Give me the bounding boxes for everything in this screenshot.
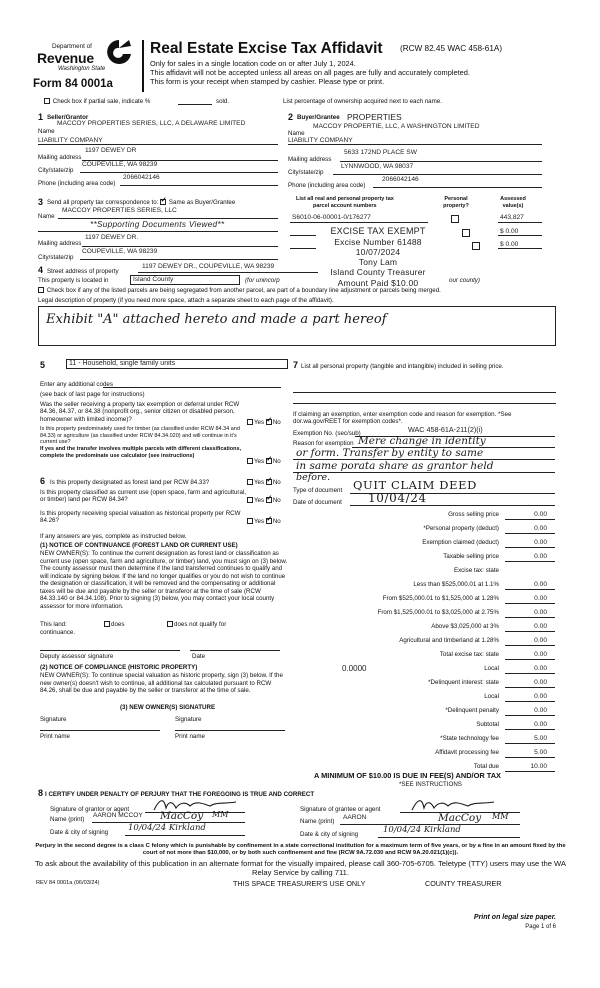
treasurer-use: THIS SPACE TREASURER'S USE ONLY <box>233 879 366 888</box>
q4-yes-checkbox[interactable] <box>247 497 253 503</box>
calc-value[interactable]: 0.00 <box>534 665 547 672</box>
revenue-logo-icon <box>105 38 133 68</box>
calc-value[interactable]: 0.00 <box>534 525 547 532</box>
taxpayer-mailing[interactable]: 1197 DEWEY DR. <box>85 234 139 241</box>
q4-no-checkbox[interactable] <box>266 497 272 503</box>
buyer-mailing[interactable]: 5633 172ND PLACE SW <box>344 149 417 156</box>
calc-label: Subtotal <box>476 721 499 728</box>
grantee-date-city[interactable]: 10/04/24 Kirkland <box>383 825 461 835</box>
q5-no-checkbox[interactable] <box>266 518 272 524</box>
seller-name-2[interactable]: LIABILITY COMPANY <box>38 137 103 144</box>
land-does-checkbox[interactable] <box>104 621 110 627</box>
segregated-checkbox[interactable] <box>38 287 44 293</box>
seller-mailing[interactable]: 1197 DEWEY DR <box>85 147 137 154</box>
q1-no-checkbox[interactable] <box>266 419 272 425</box>
page-number: Page 1 of 6 <box>525 924 556 930</box>
assessed-value-2[interactable]: $ 0.00 <box>500 228 519 235</box>
header-line-3: This form is your receipt when stamped by cashier. Please type or print. <box>150 77 385 86</box>
header-line-2: This affidavit will not be accepted unless all areas on all pages are fully and accurately completed. <box>150 68 470 77</box>
header-divider <box>142 40 144 92</box>
calc-value[interactable]: 0.00 <box>534 679 547 686</box>
perjury-notice: Perjury in the second degree is a class C felony which is punishable by confinement in a state correctional institution for a maximum term of five years, or by a fine in an amount fixed by the court of not more than $10,000, or by both such confinement and fine (RCW 9A.72.030 and RCW 9A.20.021(1)(c)). <box>35 843 566 857</box>
calc-label: Less than $525,000.01 at 1.1% <box>413 581 499 588</box>
buyer-phone[interactable]: 2066042146 <box>382 176 419 183</box>
calc-value[interactable]: 0.00 <box>534 721 547 728</box>
q3-yes-no: Yes ✓ No <box>247 479 281 486</box>
calc-value[interactable]: 0.00 <box>534 693 547 700</box>
local-rate[interactable]: 0.0000 <box>342 664 367 673</box>
buyer-city[interactable]: LYNNWOOD, WA 98037 <box>341 163 414 170</box>
calc-label: Excise tax: state <box>453 567 499 574</box>
q2-yes-checkbox[interactable] <box>247 458 253 464</box>
land-does-not-checkbox[interactable] <box>167 621 173 627</box>
property-county[interactable]: Island County <box>130 275 240 285</box>
calc-label: *State technology fee <box>440 735 499 742</box>
legal-paper-note: Print on legal size paper. <box>473 914 556 921</box>
taxpayer-heading: Send all property tax correspondence to: ✓ Same as Buyer/Grantee <box>47 199 235 206</box>
calc-label: *Personal property (deduct) <box>423 525 499 532</box>
seller-heading: Seller/Grantor <box>47 114 89 121</box>
form-title: Real Estate Excise Tax Affidavit <box>150 40 383 57</box>
taxpayer-name[interactable]: MACCOY PROPERTIES SERIES, LLC <box>62 207 177 214</box>
calc-label: From $1,525,000.01 to $3,025,000 at 2.75% <box>377 609 499 616</box>
minimum-note: A MINIMUM OF $10.00 IS DUE IN FEE(S) AND/OR TAX <box>314 771 501 780</box>
q5-yes-checkbox[interactable] <box>247 518 253 524</box>
supporting-docs: **Supporting Documents Viewed** <box>90 220 225 229</box>
buyer-name[interactable]: MACCOY PROPERTIE, LLC, A WASHINGTON LIMITED <box>313 123 480 130</box>
buyer-heading: Buyer/Grantee <box>297 114 340 121</box>
calc-label: Gross selling price <box>448 511 499 518</box>
dept-line: Department of <box>52 43 92 50</box>
calc-label: Taxable selling price <box>443 553 499 560</box>
tax-calculation-table <box>292 511 555 751</box>
q5-yes-no: Yes ✓ No <box>247 518 281 525</box>
calc-label: *Delinquent penalty <box>445 707 499 714</box>
calc-value[interactable]: 0.00 <box>534 511 547 518</box>
personal-property-checkbox-3[interactable] <box>472 242 480 250</box>
calc-label: Total due <box>473 763 499 770</box>
calc-value[interactable]: 5.00 <box>534 749 547 756</box>
calc-label: *Delinquent interest: state <box>428 679 499 686</box>
dept-name: Revenue <box>37 50 94 66</box>
calc-label: Local <box>484 665 499 672</box>
assessed-value-3[interactable]: $ 0.00 <box>500 241 519 248</box>
county-treasurer: COUNTY TREASURER <box>425 879 502 888</box>
reason-line-2[interactable]: or form. Transfer by entity to same <box>296 447 484 459</box>
grantee-name-typed[interactable]: AARON <box>343 814 367 821</box>
form-revision: REV 84 0001a (06/03/24) <box>36 880 100 886</box>
segregated-row: Check box if any of the listed parcels are being segregated from another parcel, are part of a boundary line adjustment or parcels being merged. <box>38 287 441 294</box>
calc-label: Exemption claimed (deduct) <box>422 539 499 546</box>
exempt-stamp: EXCISE TAX EXEMPT Excise Number 61488 10/07/2024 Tony Lam Island County Treasurer Amount Paid $10.00 <box>330 226 426 288</box>
q3-yes-checkbox[interactable] <box>247 479 253 485</box>
q4-yes-no: Yes ✓ No <box>247 497 281 504</box>
grantor-name-typed[interactable]: AARON MCCOY <box>93 812 143 819</box>
personal-property-checkbox-2[interactable] <box>462 229 470 237</box>
document-type[interactable]: QUIT CLAIM DEED <box>353 478 477 492</box>
affidavit-page: Department of Revenue Washington State Form 84 0001a Real Estate Excise Tax Affidavit (RCW 82.45 WAC 458-61A) Only for sales in a single location code on or after July 1, 2024. This affidavit will not be accepted unless all areas on all pages are fully and accurately completed. This form is your receipt when stamped by cashier. Please type or print. Check box if partial sale, indicate % sold. List percentage of ownership acquired next to each name. 1 Seller/Grantor Name MACCOY PROPERTIES SERIES, LLC, A DELAWARE LIMITED LIABILITY COMPANY Mailing address 1197 DEWEY DR City/state/zip COUPEVILLE, WA 98239 Phone (including area code) 2066042146 2 Buyer/Grantee PROPERTIES Name MACCOY PROPERTIE, LLC, A WASHINGTON LIMITED LIABILITY COMPANY Mailing address 5633 172ND PLACE SW City/state/zip LYNNWOOD, WA 98037 Phone (including area code) 2066042146 3 Send all property tax correspondence to: ✓ Same as Buyer/Grantee Name MACCOY PROPERTIES SERIES, LLC **Supporting Documents Viewed** Mailing address 1197 DEWEY DR. City/state/zip COUPEVILLE, WA 98239 List all real and personal property tax parcel account numbers Personal property? Assessed value(s) S6010-06-00001-0/176277 443,827 $ 0.00 $ 0.00 EXCISE TAX EXEMPT Excise Number 61488 10/07/2024 Tony Lam Island County Treasurer Amount Paid $10.00 4 Street address of property 1197 DEWEY DR., COUPEVILLE, WA 98239 This property is located in Island County (for unincorp our county) Check box if any of the listed parcels are being segregated from another parcel, are part of a boundary line adjustment or parcels being merged. Legal description of property (if you need more space, attach a separate sheet to each page of the affidavit). Exhibit "A" attached hereto and made a part hereof 5 11 - Household, single family units Enter any additional codes (see back of last page for instructions) Was the seller receiving a property tax exemption or deferral under RCW 84.36, 84.37, or 84.38 (nonprofit org., senior citizen or disabled person, homeowner with limited income)? Yes ✓ No Is this property predominately used for timber (as classified under RCW 84.34 and 84.33) or agriculture (as classified under RCW 84.34.020) and will continue in it's current use? If yes and the transfer involves multiple parcels with different classifications, complete the predominate use calculator (see instructions) Yes ✓ No 6 Is this property designated as forest land per RCW 84.33? Yes ✓ No Is this property classified as current use (open space, farm and agricultural, or timber) land per RCW 84.34? Yes ✓ No Is this property receiving special valuation as historical property per RCW 84.26? Yes ✓ No If any answers are yes, complete as instructed below. (1) NOTICE OF CONTINUANCE (FOREST LAND OR CURRENT USE) NEW OWNER(S): To continue the current designation as forest land or classification as current use (open space, farm and agriculture, or timber) land, you must sign on (3) below. The county assessor must then determine if the land transferred continues to qualify and will indicate by signing below. If the land no longer qualifies or you do not wish to continue the designation or classification, it will be removed and the compensating or additional taxes will be due and payable by the seller or transferor at the time of sale (RCW 84.33.140 or 84.34.108). Prior to signing (3) below, you may contact your local county assessor for more information. This land: does does not qualify for continuance. Deputy assessor signature Date (2) NOTICE OF COMPLIANCE (HISTORIC PROPERTY) NEW OWNER(S): To continue special valuation as historic property, sign (3) below. If the new owner(s) doesn't wish to continue, all additional tax calculated pursuant to RCW 84.26, shall be due and payable by the seller or transferor at the time of sale. (3) NEW OWNER(S) SIGNATURE Signature Signature Print name Print name 7 List all personal property (tangible and intangible) included in selling price. If claiming an exemption, enter exemption code and reason for exemption. *See dor.wa.gov/REET for exemption codes*. WAC 458-61A-211(2)(i) Exemption No. (sec/sub) Reason for exemption Mere change in identity or form. Transfer by entity to same in same porata share as grantor held before. Type of document QUIT CLAIM DEED Date of document 10/04/24 Gross selling price 0.00 *Personal property (deduct) 0.00 Exemption claimed (deduct) 0.00 Taxable selling price 0.00 Excise tax: state Less than $525,000.01 at 1.1% 0.00 From $525,000.01 to $1,525,000 at 1.28% 0.00 From $1,525,000.01 to $3,025,000 at 2.75% 0.00 Above $3,025,000 at 3% 0.00 Agricultural and timberland at 1.28% 0.00 Total excise tax: state 0.00 0.0000 Local 0.00 *Delinquent interest: state 0.00 Local 0.00 *Delinquent penalty 0.00 Subtotal 0.00 *State technology fee 5.00 Affidavit processing fee 5.00 Total due 10.00 A MINIMUM OF $10.00 IS DUE IN FEE(S) AND/OR TAX *SEE INSTRUCTIONS 8 I CERTIFY UNDER PENALTY OF PERJURY THAT THE FOREGOING IS TRUE AND CORRECT Signature of grantor or agent Name (print) AARON MCCOY MacCoy MM Date & city of signing 10/04/24 Kirkland Signature of grantee or agent Name (print) AARON MacCoy MM Date & city of signing 10/04/24 Kirkland Perjury in the second degree is a class C felony which is punishable by confinement in a state correctional institution for a maximum term of five years, or by a fine in an amount fixed by the court of not more than $10,000, or by both such confinement and fine (RCW 9A.72.030 and RCW 9A.20.021(1)(c)). To ask about the availability of this publication in an alternate format for the visually impaired, please call 360-705-6705. Teletype (TTY) users may use the WA Relay Service by calling 711. REV 84 0001a (06/03/24) THIS SPACE TREASURER'S USE ONLY COUNTY TREASURER Print on legal size paper. Page 1 of 6 <box>0 0 600 988</box>
land-use-code[interactable]: 11 - Household, single family units <box>66 359 288 369</box>
ownership-note: List percentage of ownership acquired next to each name. <box>283 98 442 105</box>
taxpayer-city[interactable]: COUPEVILLE, WA 98239 <box>82 248 158 255</box>
calc-value[interactable]: 0.00 <box>534 609 547 616</box>
calc-label: Local <box>484 693 499 700</box>
calc-value[interactable]: 0.00 <box>534 553 547 560</box>
wac-value[interactable]: WAC 458-61A-211(2)(i) <box>408 425 483 434</box>
form-number: Form 84 0001a <box>33 78 113 90</box>
grantor-name-hand-2[interactable]: MM <box>212 810 229 819</box>
calc-label: Affidavit processing fee <box>435 749 499 756</box>
same-as-buyer-checkbox[interactable] <box>160 199 166 205</box>
accessibility-notice: To ask about the availability of this publication in an alternate format for the visually impaired, please call 360-705-6705. Teletype (TTY) users may use the WA Relay Service by calling 711. <box>35 859 566 877</box>
partial-sale-checkbox[interactable] <box>44 98 50 104</box>
seller-city[interactable]: COUPEVILLE, WA 98239 <box>82 161 158 168</box>
dept-state: Washington State <box>58 66 106 72</box>
certify-heading: I CERTIFY UNDER PENALTY OF PERJURY THAT THE FOREGOING IS TRUE AND CORRECT <box>45 791 315 798</box>
property-street[interactable]: 1197 DEWEY DR., COUPEVILLE, WA 98239 <box>142 263 275 270</box>
reason-line-4[interactable]: before. <box>296 472 331 483</box>
q1-yes-checkbox[interactable] <box>247 419 253 425</box>
calc-label: From $525,000.01 to $1,525,000 at 1.28% <box>382 595 499 602</box>
q3-no-checkbox[interactable] <box>266 479 272 485</box>
grantee-name-hand[interactable]: MacCoy <box>438 812 482 824</box>
reason-line-1[interactable]: Mere change in identity <box>358 435 486 447</box>
calc-label: Agricultural and timberland at 1.28% <box>399 637 499 644</box>
personal-property-checkbox-1[interactable] <box>451 215 459 223</box>
seller-phone[interactable]: 2066042146 <box>123 174 160 181</box>
parcel-number-1[interactable]: S6010-06-00001-0/176277 <box>292 214 371 221</box>
q1-yes-no: Yes ✓ No <box>247 419 281 426</box>
document-date[interactable]: 10/04/24 <box>368 491 427 505</box>
calc-value[interactable]: 0.00 <box>534 595 547 602</box>
calc-value[interactable]: 5.00 <box>534 735 547 742</box>
grantor-date-city[interactable]: 10/04/24 Kirkland <box>128 823 206 833</box>
buyer-heading-typed: PROPERTIES <box>347 112 402 122</box>
calc-value[interactable]: 0.00 <box>534 539 547 546</box>
calc-label: Total excise tax: state <box>439 651 499 658</box>
reason-line-3[interactable]: in same porata share as grantor held <box>296 460 494 472</box>
total-due-value[interactable]: 10.00 <box>530 763 547 770</box>
header-line-1: Only for sales in a single location code on or after July 1, 2024. <box>150 59 356 68</box>
grantee-name-hand-2[interactable]: MM <box>492 812 509 821</box>
calc-value[interactable]: 0.00 <box>534 707 547 714</box>
calc-value[interactable]: 0.00 <box>534 623 547 630</box>
form-rcw: (RCW 82.45 WAC 458-61A) <box>400 44 503 53</box>
assessed-value-1[interactable]: 443,827 <box>500 214 524 221</box>
q2-yes-no: Yes ✓ No <box>247 458 281 465</box>
calc-value[interactable]: 0.00 <box>534 651 547 658</box>
legal-description[interactable]: Exhibit "A" attached hereto and made a part hereof <box>46 312 387 327</box>
calc-value[interactable]: 0.00 <box>534 581 547 588</box>
seller-name[interactable]: MACCOY PROPERTIES SERIES, LLC, A DELAWARE LIMITED <box>57 120 246 127</box>
grantor-name-hand[interactable]: MacCoy <box>160 810 204 822</box>
buyer-name-2[interactable]: LIABILITY COMPANY <box>288 137 353 144</box>
calc-value[interactable]: 0.00 <box>534 637 547 644</box>
calc-label: Above $3,025,000 at 3% <box>431 623 499 630</box>
q2-no-checkbox[interactable] <box>266 458 272 464</box>
partial-sale: Check box if partial sale, indicate % <box>44 98 150 105</box>
